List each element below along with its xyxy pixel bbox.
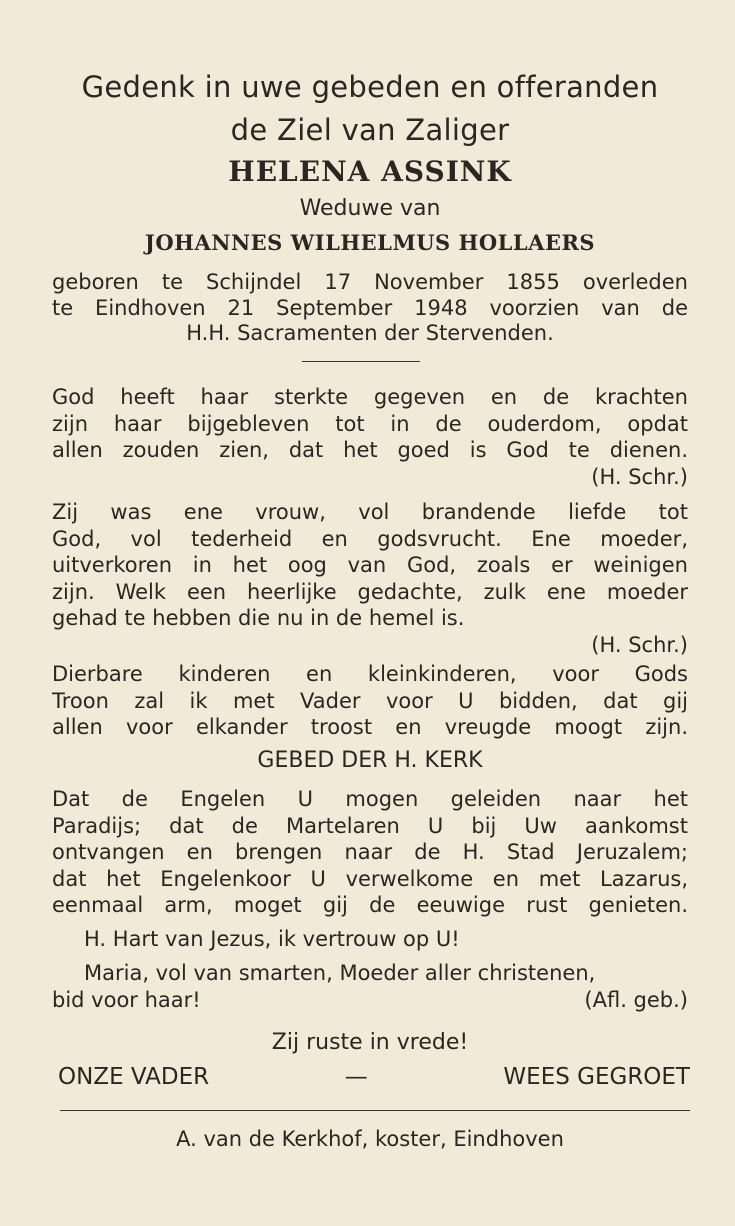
bio-line: H.H. Sacramenten der Stervenden. (186, 321, 554, 345)
prayer-line: Dat de Engelen U mogen geleiden naar het (52, 787, 688, 811)
prayer-line: Paradijs; dat de Martelaren U bij Uw aankomst (52, 813, 688, 838)
wees-gegroet: WEES GEGROET (503, 1064, 690, 1090)
card-header (52, 66, 688, 260)
passage-line: allen voor elkander troost en vreugde moogt zijn. (52, 715, 688, 739)
bio-line: te Eindhoven 21 September 1948 voorzien van de (52, 295, 688, 320)
deceased-name: HELENA ASSINK (228, 155, 512, 188)
passage-line: Dierbare kinderen en kleinkinderen, voor Gods (52, 662, 688, 686)
passage-2 (52, 499, 688, 658)
prayer-line: dat het Engelenkoor U verwelkome en met Lazarus, (52, 866, 688, 891)
passage-source: (H. Schr.) (591, 464, 688, 489)
divider-short (302, 361, 420, 362)
header-line-2: de Ziel van Zaliger (230, 113, 510, 147)
bio-line: geboren te Schijndel 17 November 1855 overleden (52, 270, 688, 294)
closing-dash: — (344, 1064, 368, 1090)
invocation-line: Maria, vol van smarten, Moeder aller christenen, (84, 961, 596, 985)
widow-of-label: Weduwe van (299, 196, 441, 221)
prayer-title: GEBED DER H. KERK (257, 748, 483, 773)
invocation-source: (Afl. geb.) (584, 987, 688, 1012)
divider-long (60, 1110, 690, 1111)
prayer-line: ontvangen en brengen naar de H. Stad Jeruzalem; (52, 840, 688, 864)
passage-line: God, vol tederheid en godsvrucht. Ene moeder, (52, 526, 688, 551)
onze-vader: ONZE VADER (58, 1064, 210, 1090)
invocation-line-2 (52, 987, 688, 1014)
invocation-heart: H. Hart van Jezus, ik vertrouw op U! (84, 927, 460, 951)
passage-line: God heeft haar sterkte gegeven en de krachten (52, 385, 688, 409)
passage-3 (52, 661, 688, 741)
passage-line: zijn haar bijgebleven tot in de ouderdom, opdat (52, 411, 688, 436)
passage-line: uitverkoren in het oog van God, zoals er weinigen (52, 553, 688, 577)
prayer-line: eenmaal arm, moget gij de eeuwige rust genieten. (52, 893, 688, 917)
spouse-name: JOHANNES WILHELMUS HOLLAERS (144, 230, 596, 255)
rest-in-peace: Zij ruste in vrede! (271, 1030, 469, 1055)
passage-line: zijn. Welk een heerlijke gedachte, zulk ene moeder (52, 579, 688, 604)
passage-source: (H. Schr.) (591, 632, 688, 657)
passage-line: Zij was ene vrouw, vol brandende liefde tot (52, 500, 688, 524)
bio-text (52, 270, 688, 347)
printer-credit: A. van de Kerkhof, koster, Eindhoven (176, 1127, 564, 1151)
closing-prayers (58, 1061, 690, 1093)
header-line-1: Gedenk in uwe gebeden en offeranden (81, 70, 659, 104)
passage-line: gehad te hebben die nu in de hemel is. (52, 606, 465, 630)
invocation-maria (52, 960, 688, 1013)
passage-line: allen zouden zien, dat het goed is God te dienen. (52, 438, 688, 462)
invocation-bid: bid voor haar! (52, 987, 201, 1012)
passage-line: Troon zal ik met Vader voor U bidden, dat gij (52, 688, 688, 713)
prayer-text (52, 786, 688, 919)
passage-1 (52, 384, 688, 490)
